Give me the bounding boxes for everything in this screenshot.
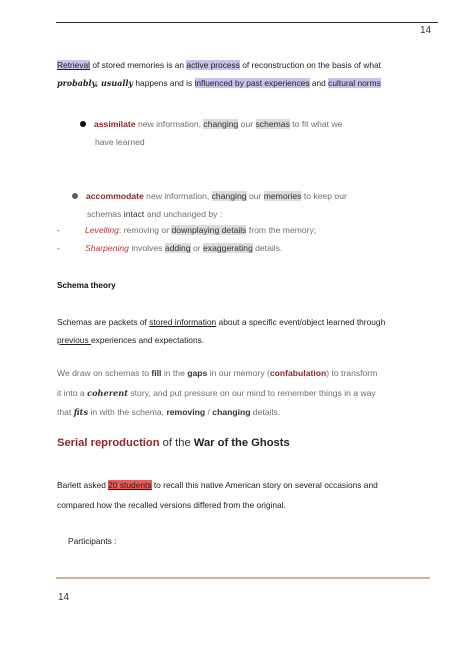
participants-label: Participants : <box>68 536 117 546</box>
highlight-retrieval: Retrieval <box>57 60 91 70</box>
highlight-20-students: 20 students <box>108 480 152 490</box>
heading-serial-reproduction: Serial reproduction of the War of the Ghosts <box>57 437 290 449</box>
highlight-active-process: active process <box>186 60 240 70</box>
bottom-rule <box>56 577 430 579</box>
bullet-assimilate: assimilate new information, changing our schemas to fit what we have learned <box>80 116 420 151</box>
script-probably-usually: probably, usually <box>57 77 134 88</box>
top-rule <box>56 22 438 23</box>
heading-schema-theory: Schema theory <box>57 281 116 290</box>
paragraph-retrieval: Retrieval of stored memories is an active process of reconstruction on the basis of what probably, usually happens and is influenced by past experiences and cultural norms <box>57 60 381 88</box>
dash-levelling: - Levelling: removing or downplaying details from the memory; <box>57 225 317 235</box>
paragraph-schemas: Schemas are packets of stored information about a specific event/object learned through previous experiences and expectations. <box>57 317 386 345</box>
page-number-bottom: 14 <box>58 592 70 603</box>
paragraph-barlett: Barlett asked 20 students to recall this native American story on several occasions and compared how the recalled versions differed from the original. <box>57 480 378 510</box>
bullet-accommodate: accommodate new information, changing our memories to keep our schemas intact and unchanged by : <box>72 188 422 223</box>
paragraph-confabulation: We draw on schemas to fill in the gaps in our memory (confabulation) to transform it into a coherent story, and put pressure on our mind to remember things in a way that fits in with the schema, removing / changing details. <box>57 368 378 417</box>
bullet-dot-icon <box>72 193 78 199</box>
highlight-cultural-norms: cultural norms <box>328 77 381 88</box>
bullet-dot-icon <box>80 121 86 127</box>
page-number-top: 14 <box>420 25 432 36</box>
highlight-influenced: influenced by past experiences <box>194 77 310 88</box>
dash-sharpening: - Sharpening involves adding or exaggerating details. <box>57 243 283 253</box>
